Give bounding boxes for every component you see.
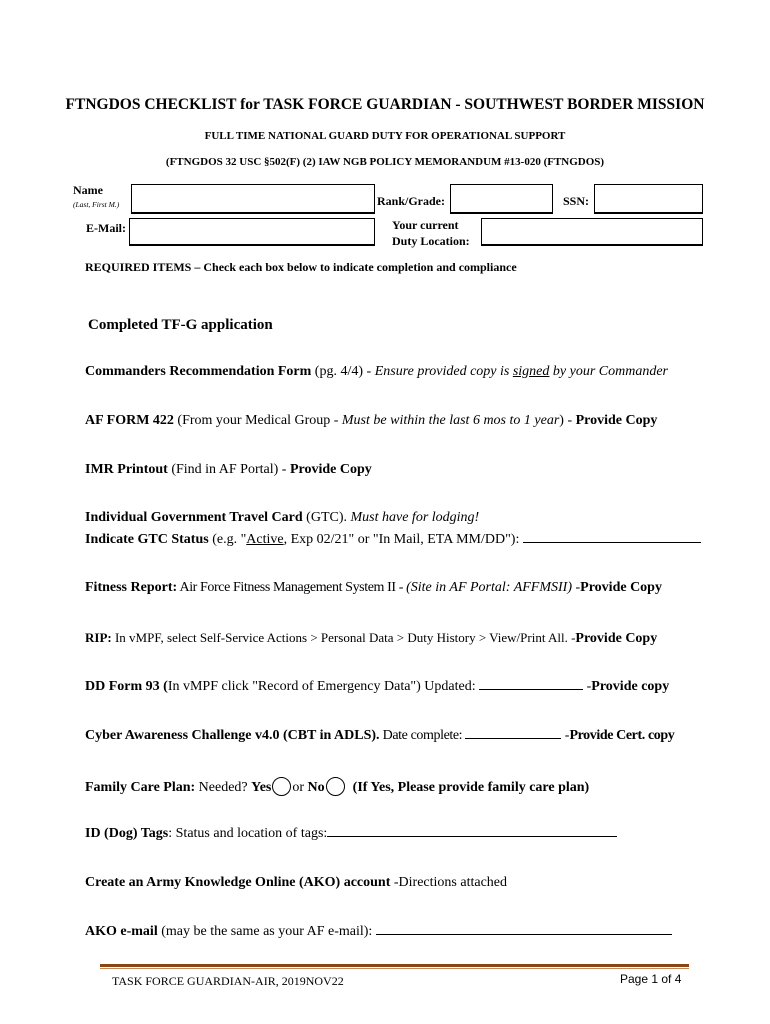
item-cyber-awareness: Cyber Awareness Challenge v4.0 (CBT in ADLS). Date complete: -Provide Cert. copy — [85, 728, 675, 743]
ako-email-blank[interactable] — [376, 933, 672, 935]
item-dog-tags: ID (Dog) Tags: Status and location of tags: — [85, 826, 617, 842]
email-label: E-Mail: — [86, 221, 126, 235]
footer-rule — [100, 964, 689, 967]
duty-location-label-line2: Duty Location: — [392, 234, 470, 248]
footer-document-id: TASK FORCE GUARDIAN-AIR, 2019NOV22 — [112, 974, 344, 988]
footer-rule-thin — [100, 968, 689, 969]
item-af-form-422: AF FORM 422 (From your Medical Group - Must be within the last 6 mos to 1 year) - Provide Copy — [85, 413, 658, 428]
name-field[interactable] — [131, 184, 375, 214]
family-care-yes-radio[interactable] — [272, 777, 291, 796]
item-gtc: Individual Government Travel Card (GTC). Must have for lodging! — [85, 510, 480, 525]
item-gtc-status: Indicate GTC Status (e.g. "Active, Exp 02/21" or "In Mail, ETA MM/DD"): — [85, 532, 701, 548]
duty-location-field[interactable] — [481, 218, 703, 246]
dog-tags-blank[interactable] — [327, 835, 617, 837]
family-care-no-radio[interactable] — [326, 777, 345, 796]
gtc-status-blank[interactable] — [523, 541, 701, 543]
item-commanders-recommendation: Commanders Recommendation Form (pg. 4/4) - Ensure provided copy is signed by your Commander — [85, 364, 669, 379]
dd93-date-blank[interactable] — [479, 688, 583, 690]
item-rip: RIP: In vMPF, select Self-Service Actions > Personal Data > Duty History > View/Print All. -Provide Copy — [85, 630, 658, 646]
name-hint: (Last, First M.) — [73, 200, 120, 209]
item-ako-account: Create an Army Knowledge Online (AKO) account -Directions attached — [85, 875, 508, 890]
ssn-field[interactable] — [594, 184, 703, 214]
document-title: FTNGDOS CHECKLIST for TASK FORCE GUARDIAN - SOUTHWEST BORDER MISSION — [65, 96, 705, 113]
duty-location-label-line1: Your current — [392, 218, 459, 232]
rank-label: Rank/Grade: — [377, 194, 446, 208]
ssn-label: SSN: — [563, 194, 590, 208]
item-fitness-report: Fitness Report: Air Force Fitness Management System II - (Site in AF Portal: AFFMSII) -Provide Copy — [85, 580, 662, 595]
document-authority: (FTNGDOS 32 USC §502(F) (2) IAW NGB POLICY MEMORANDUM #13-020 (FTNGDOS) — [165, 156, 605, 168]
item-imr-printout: IMR Printout (Find in AF Portal) - Provide Copy — [85, 462, 372, 477]
item-ako-email: AKO e-mail (may be the same as your AF e-mail): — [85, 924, 672, 940]
email-field[interactable] — [129, 218, 375, 246]
name-label: Name — [73, 183, 103, 197]
footer-page-number: Page 1 of 4 — [620, 972, 682, 986]
document-subtitle: FULL TIME NATIONAL GUARD DUTY FOR OPERATIONAL SUPPORT — [204, 130, 566, 142]
item-dd-form-93: DD Form 93 (In vMPF click "Record of Emergency Data") Updated: -Provide copy — [85, 679, 670, 694]
cyber-date-blank[interactable] — [465, 737, 561, 739]
item-family-care-plan: Family Care Plan: Needed? Yes or No (If Yes, Please provide family care plan) — [85, 777, 589, 796]
required-items-note: REQUIRED ITEMS – Check each box below to indicate completion and compliance — [85, 260, 517, 274]
rank-field[interactable] — [450, 184, 553, 214]
item-tfg-application: Completed TF-G application — [88, 317, 273, 333]
